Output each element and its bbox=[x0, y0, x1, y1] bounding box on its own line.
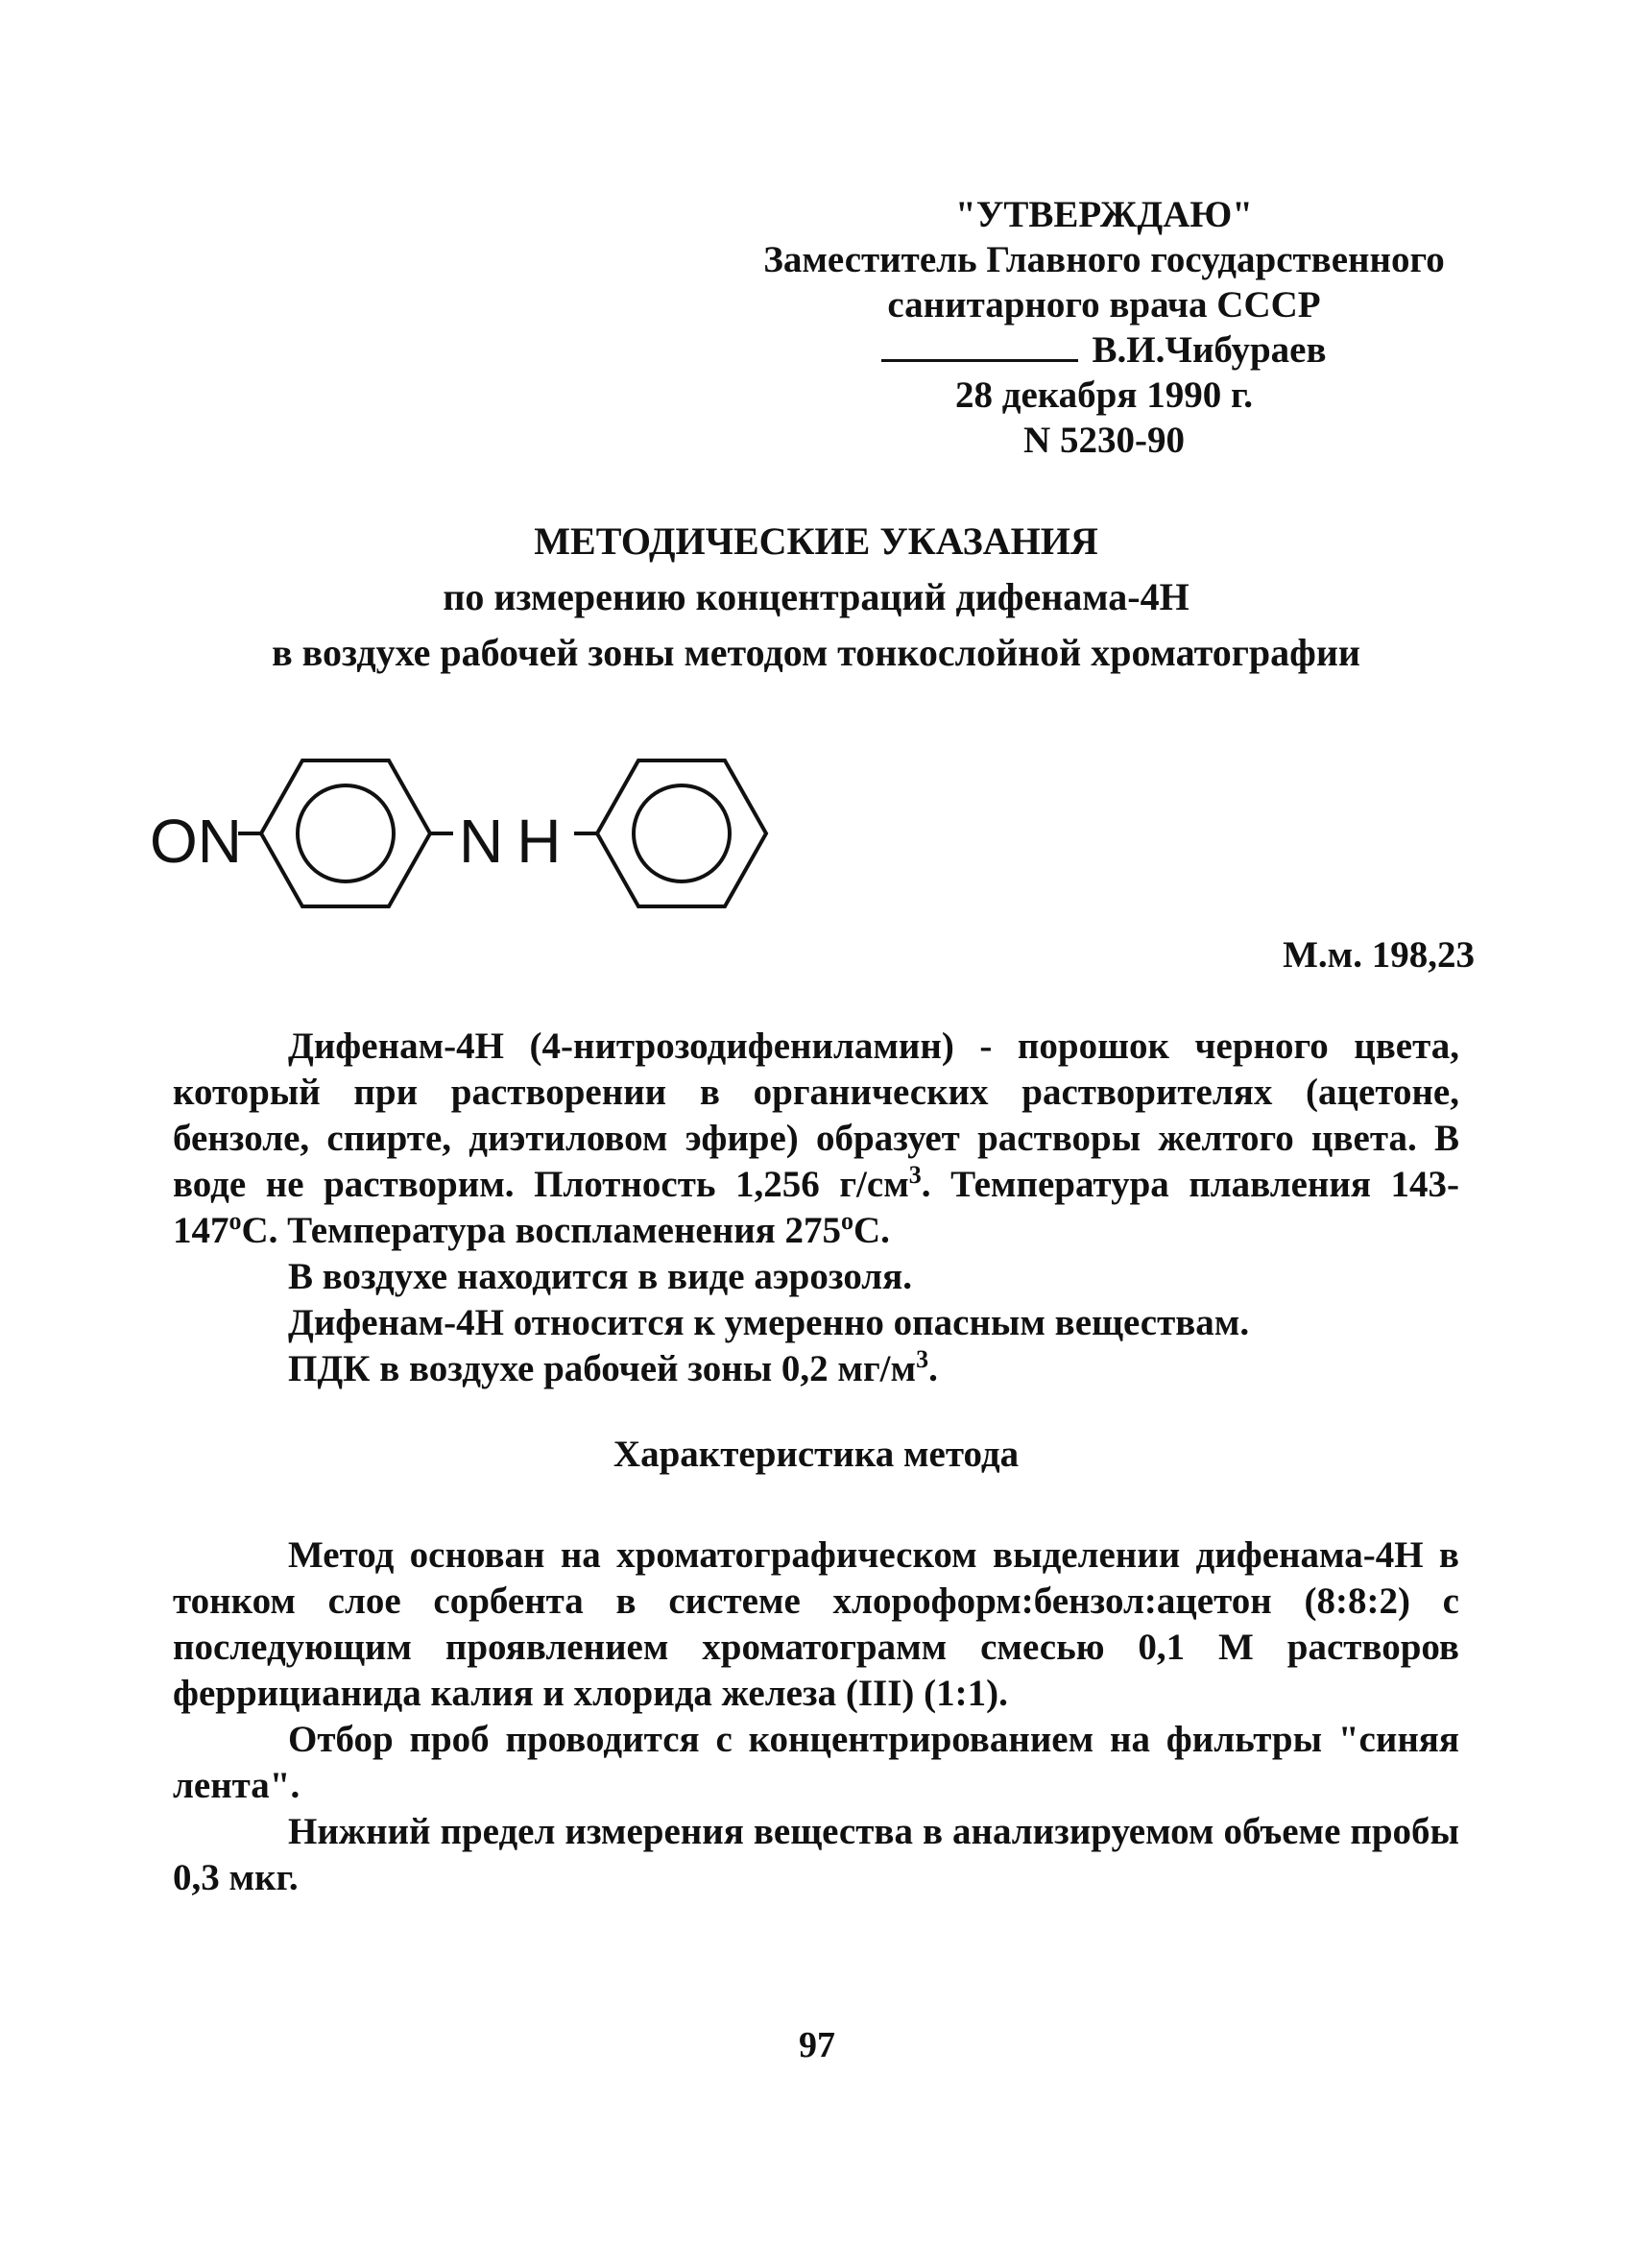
method-paragraph-1 bbox=[173, 1532, 1459, 1717]
degree-superscript-2: о bbox=[841, 1207, 854, 1235]
mac-unit-superscript: 3 bbox=[916, 1345, 929, 1373]
description-line4 bbox=[173, 1346, 1459, 1392]
approval-position-line1: Заместитель Главного государственного bbox=[763, 239, 1445, 280]
approval-number: N 5230-90 bbox=[1023, 420, 1185, 461]
document-subtitle-line2: в воздухе рабочей зоны методом тонкослойной хроматографии bbox=[272, 631, 1360, 674]
description-line2: В воздухе находится в виде аэрозоля. bbox=[288, 1256, 913, 1297]
benzene-ring-2-circle bbox=[634, 785, 730, 881]
benzene-ring-1-circle bbox=[298, 785, 394, 881]
structure-linker: NH bbox=[459, 807, 575, 876]
description-line3: Дифенам-4Н относится к умеренно опасным веществам. bbox=[288, 1302, 1250, 1343]
approval-date: 28 декабря 1990 г. bbox=[954, 374, 1254, 416]
approval-signatory: В.И.Чибураев bbox=[1092, 329, 1327, 371]
degree-superscript-1: о bbox=[228, 1207, 242, 1235]
structural-formula bbox=[144, 739, 816, 931]
description-text-d: С. bbox=[853, 1210, 890, 1251]
page-number: 97 bbox=[799, 2025, 835, 2065]
approval-block bbox=[672, 192, 1536, 463]
molecular-mass: М.м. 198,23 bbox=[1283, 934, 1475, 976]
mac-end: . bbox=[928, 1348, 938, 1389]
description-text-c: С. Температура воспламенения 275 bbox=[241, 1210, 842, 1251]
benzene-ring-1 bbox=[261, 760, 430, 906]
approval-stamp: "УТВЕРЖДАЮ" bbox=[955, 194, 1253, 235]
document-subtitle-line1: по измерению концентраций дифенама-4Н bbox=[443, 575, 1189, 618]
method-paragraph-2 bbox=[173, 1717, 1459, 1809]
mac-text: ПДК в воздухе рабочей зоны 0,2 мг/м bbox=[288, 1348, 917, 1389]
method-paragraph-3 bbox=[173, 1809, 1459, 1901]
benzene-ring-2 bbox=[597, 760, 766, 906]
description-text-b: . Температура плавления 143-147 bbox=[173, 1164, 1459, 1251]
document-heading: МЕТОДИЧЕСКИЕ УКАЗАНИЯ bbox=[534, 519, 1098, 563]
description-text-a: Дифенам-4Н (4-нитрозодифениламин) - порошок черного цвета, который при растворении в органических растворителях (ацетоне, бензоле, спирте, диэтиловом эфире) образует растворы желтого цвета. В воде не растворим. Плотность 1,256 г/см bbox=[173, 1025, 1459, 1205]
approval-signature-line bbox=[672, 327, 1536, 373]
method-p3: Нижний предел измерения вещества в анализируемом объеме пробы 0,3 мкг. bbox=[173, 1811, 1459, 1898]
approval-position-line2: санитарного врача СССР bbox=[887, 284, 1321, 326]
density-unit-superscript: 3 bbox=[908, 1161, 922, 1189]
description-paragraph bbox=[173, 1024, 1459, 1254]
method-section-heading: Характеристика метода bbox=[613, 1434, 1020, 1475]
method-p1: Метод основан на хроматографическом выделении дифенама-4Н в тонком слое сорбента в системе хлороформ:бензол:ацетон (8:8:2) с последующим проявлением хроматограмм смесью 0,1 М растворов феррицианида калия и хлорида железа (III) (1:1). bbox=[173, 1534, 1459, 1714]
signature-blank bbox=[881, 330, 1078, 362]
structure-left-group: ON bbox=[150, 807, 242, 876]
method-p2: Отбор проб проводится с концентрированием на фильтры "синяя лента". bbox=[173, 1719, 1459, 1806]
